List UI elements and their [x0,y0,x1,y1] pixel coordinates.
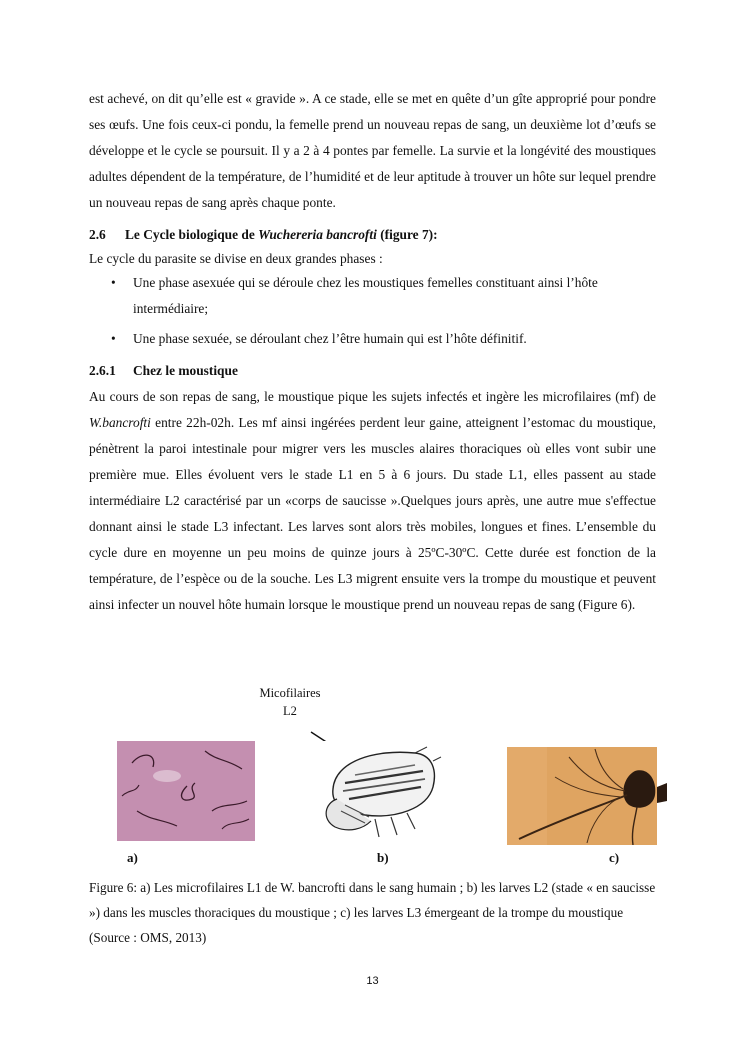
figure-label-a: a) [127,850,138,865]
page-number: 13 [366,975,379,987]
subsection-heading [89,358,656,384]
subsection-body [89,384,656,618]
subsection-title: Chez le moustique [133,363,238,378]
subsection-number: 2.6.1 [89,363,116,378]
bullet-icon: • [111,331,116,346]
micrograph-proboscis-l3 [507,747,667,845]
figure-caption: Figure 6: a) Les microfilaires L1 de W. bancrofti dans le sang humain ; b) les larves L2 (stade « en saucisse ») dans les muscles thoraciques du moustique ; c) les larves L3 émergeant de la trompe du moustique (Source : OMS, 2013) [89,880,656,945]
page-content [89,86,656,945]
figure-label-b: b) [377,850,389,865]
micrograph-blood-l1 [117,741,255,841]
phases-list [89,270,656,352]
list-item-text: Une phase sexuée, se déroulant chez l’être humain qui est l’hôte définitif. [133,331,527,346]
section-intro: Le cycle du parasite se divise en deux grandes phases : [89,251,383,266]
annotation-line-2: L2 [283,704,297,718]
section-title-italic: Wuchereria bancrofti [258,227,377,242]
section-title-pre: Le Cycle biologique de [125,227,259,242]
section-number: 2.6 [89,227,106,242]
paragraph-top: est achevé, on dit qu’elle est « gravide ». A ce stade, elle se met en quête d’un gîte approprié pour pondre ses œufs. Une fois ceux-ci pondu, la femelle prend un nouveau repas de sang, un deuxième lot d’œufs se développe et le cycle se poursuit. Il y a 2 à 4 pontes par femelle. La survie et la longévité des moustiques adultes dépendent de la température, de l’humidité et de leur aptitude à trouver un hôte sur lequel prendre un nouveau repas de sang après chaque ponte. [89,91,656,210]
body-text-post: entre 22h-02h. Les mf ainsi ingérées perdent leur gaine, atteignent l’estomac du moustique, pénètrent la paroi intestinale pour migrer vers les muscles alaires thoraciques où elles vont subir une première mue. Elles évoluent vers le stade L1 en 5 à 6 jours. Du stade L1, elles passent au stade intermédiaire L2 caractérisé par un «corps de saucisse ».Quelques jours après, une autre mue s'effectue donnant ainsi le stade L3 infectant. Les larves sont alors très mobiles, longues et fines. L’ensemble du cycle dure en moyenne un peu moins de quinze jours à 25ºC-30ºC. Cette durée est fonction de la température, de l’espèce ou de la souche. Les L3 migrent ensuite vers la trompe du moustique et peuvent ainsi infecter un nouvel hôte humain lorsque le moustique prend un nouveau repas de sang (Figure 6). [89,415,656,612]
drawing-thorax-l2 [315,741,445,843]
section-heading [89,222,656,248]
figure-6 [89,684,656,864]
list-item [89,270,656,322]
figure-label-c: c) [609,850,620,865]
list-item [89,326,656,352]
body-text-italic: W.bancrofti [89,415,151,430]
section-title-post: (figure 7): [376,227,438,242]
bullet-icon: • [111,275,116,290]
list-item-text: Une phase asexuée qui se déroule chez les moustiques femelles constituant ainsi l’hôte intermédiaire; [133,275,598,316]
body-text-pre: Au cours de son repas de sang, le moustique pique les sujets infectés et ingère les microfilaires (mf) de [89,389,656,404]
annotation-line-1: Micofilaires [259,686,321,700]
